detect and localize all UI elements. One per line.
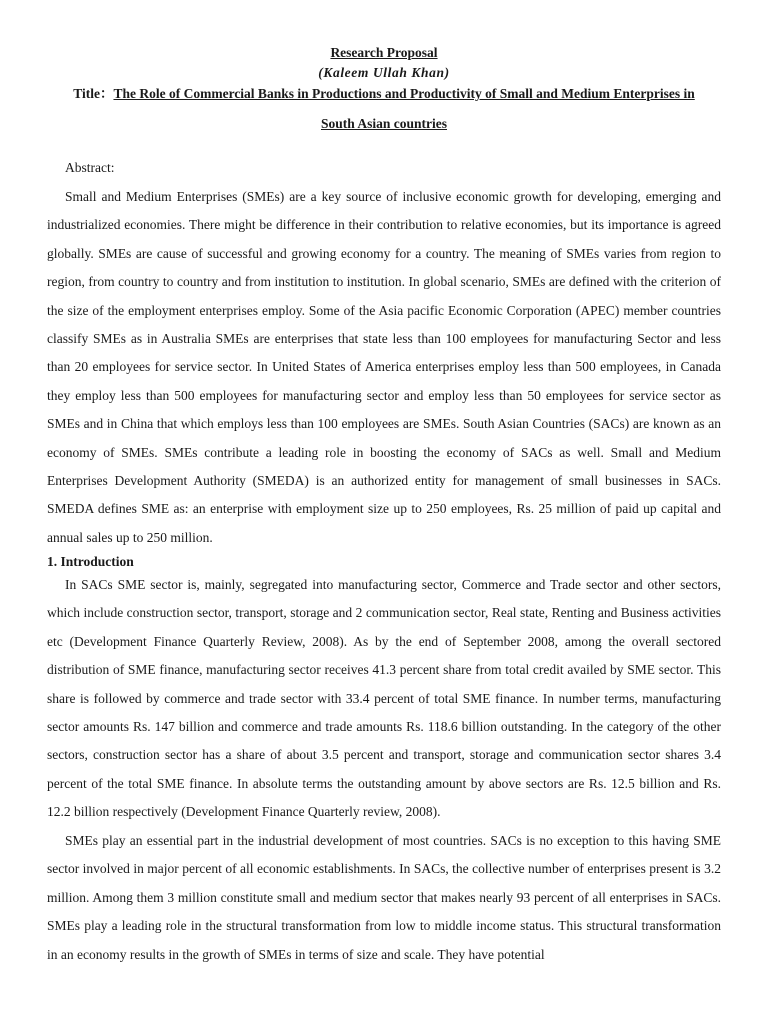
author-name: (Kaleem Ullah Khan) xyxy=(318,65,450,80)
abstract-label: Abstract: xyxy=(65,160,115,175)
abstract-paragraph: Small and Medium Enterprises (SMEs) are a key source of inclusive economic growth for developing, emerging and industrialized economies. There might be difference in their contribution to relative economies, but its importance is agreed globally. SMEs are cause of successful and growing economy for a country. The meaning of SMEs varies from region to region, from country to country and from institution to institution. In global scenario, SMEs are defined with the criterion of the size of the employment enterprises employ. Some of the Asia pacific Economic Corporation (APEC) member countries classify SMEs as in Australia SMEs are enterprises that state less than 100 employees for manufacturing Sector and less than 20 employees for service sector. In United States of America enterprises employ less than 500 employees, in Canada they employ less than 500 employees for manufacturing sector and employ less than 50 employees for service sector as SMEs and in China that which employs less than 100 employees are SMEs. South Asian Countries (SACs) are known as an economy of SMEs. SMEs contribute a leading role in boosting the economy of SACs as well. Small and Medium Enterprises Development Authority (SMEDA) is an authorized entity for management of small businesses in SACs. SMEDA defines SME as: an enterprise with employment size up to 250 employees, Rs. 25 million of paid up capital and annual sales up to 250 million. xyxy=(47,189,721,545)
section-heading-introduction: 1. Introduction xyxy=(47,554,134,569)
title-line-2: South Asian countries xyxy=(320,116,448,131)
document-heading: Research Proposal xyxy=(330,45,438,60)
title-line-1 xyxy=(0,85,768,103)
title-text-1: The Role of Commercial Banks in Productions and Productivity of Small and Medium Enterprises in xyxy=(113,86,695,101)
title-prefix: Title： xyxy=(73,86,114,101)
introduction-paragraph-1: In SACs SME sector is, mainly, segregated into manufacturing sector, Commerce and Trade sector and other sectors, which include construction sector, transport, storage and 2 communication sector, Real state, Renting and Business activities etc (Development Finance Quarterly Review, 2008). As by the end of September 2008, among the overall sectored distribution of SME finance, manufacturing sector receives 41.3 percent share from total credit availed by SME sector. This share is followed by commerce and trade sector with 33.4 percent of total SME finance. In number terms, manufacturing sector amounts Rs. 147 billion and commerce and trade amounts Rs. 118.6 billion outstanding. In the category of the other sectors, construction sector has a share of about 3.5 percent and transport, storage and communication sector shares 3.4 percent of the total SME finance. In absolute terms the outstanding amount by above sectors are Rs. 12.5 billion and Rs. 12.2 billion respectively (Development Finance Quarterly review, 2008). xyxy=(47,577,721,820)
introduction-paragraph-2: SMEs play an essential part in the industrial development of most countries. SACs is no exception to this having SME sector involved in major percent of all economic establishments. In SACs, the collective number of enterprises present is 3.2 million. Among them 3 million constitute small and medium sector that makes nearly 93 percent of all enterprises in SACs. SMEs play a leading role in the structural transformation from low to middle income status. This structural transformation in an economy results in the growth of SMEs in terms of size and scale. They have potential xyxy=(47,833,721,962)
